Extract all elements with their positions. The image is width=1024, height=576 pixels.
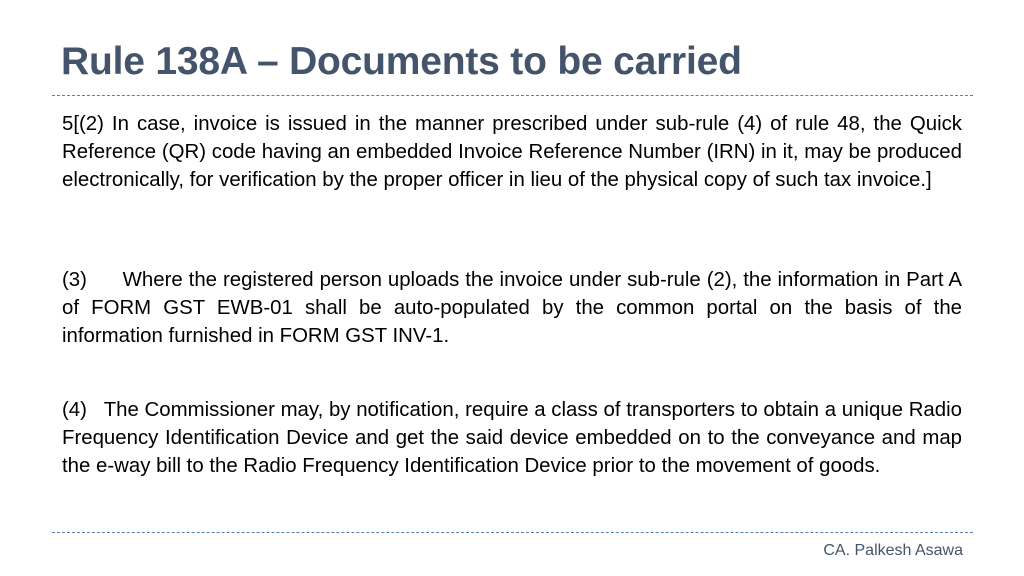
paragraph-text: 5[(2) In case, invoice is issued in the manner prescribed under sub-rule (4) of rule 48, the Quick Reference (QR) code having an embedded Invoice Reference Number (IRN) in it, may be produced electronically, for verification by the proper officer in lieu of the physical copy of such tax invoice.]: [62, 113, 962, 191]
paragraph-number: (3): [62, 269, 123, 291]
paragraph-text: Where the registered person uploads the invoice under sub-rule (2), the information in Part A of FORM GST EWB-01 shall be auto-populated by the common portal on the basis of the information furnished in FORM GST INV-1.: [62, 269, 962, 347]
slide-title: Rule 138A – Documents to be carried: [61, 40, 742, 83]
paragraph-rule-3: [62, 267, 962, 350]
paragraph-text: The Commissioner may, by notification, require a class of transporters to obtain a unique Radio Frequency Identification Device and get the said device embedded on to the conveyance and map the e-way bill to the Radio Frequency Identification Device prior to the movement of goods.: [62, 399, 962, 477]
title-divider: [52, 95, 973, 96]
paragraph-rule-2: [62, 111, 962, 194]
paragraph-rule-4: [62, 397, 962, 480]
footer-divider: [52, 532, 973, 533]
paragraph-number: (4): [62, 399, 104, 421]
footer-author: CA. Palkesh Asawa: [823, 542, 963, 559]
